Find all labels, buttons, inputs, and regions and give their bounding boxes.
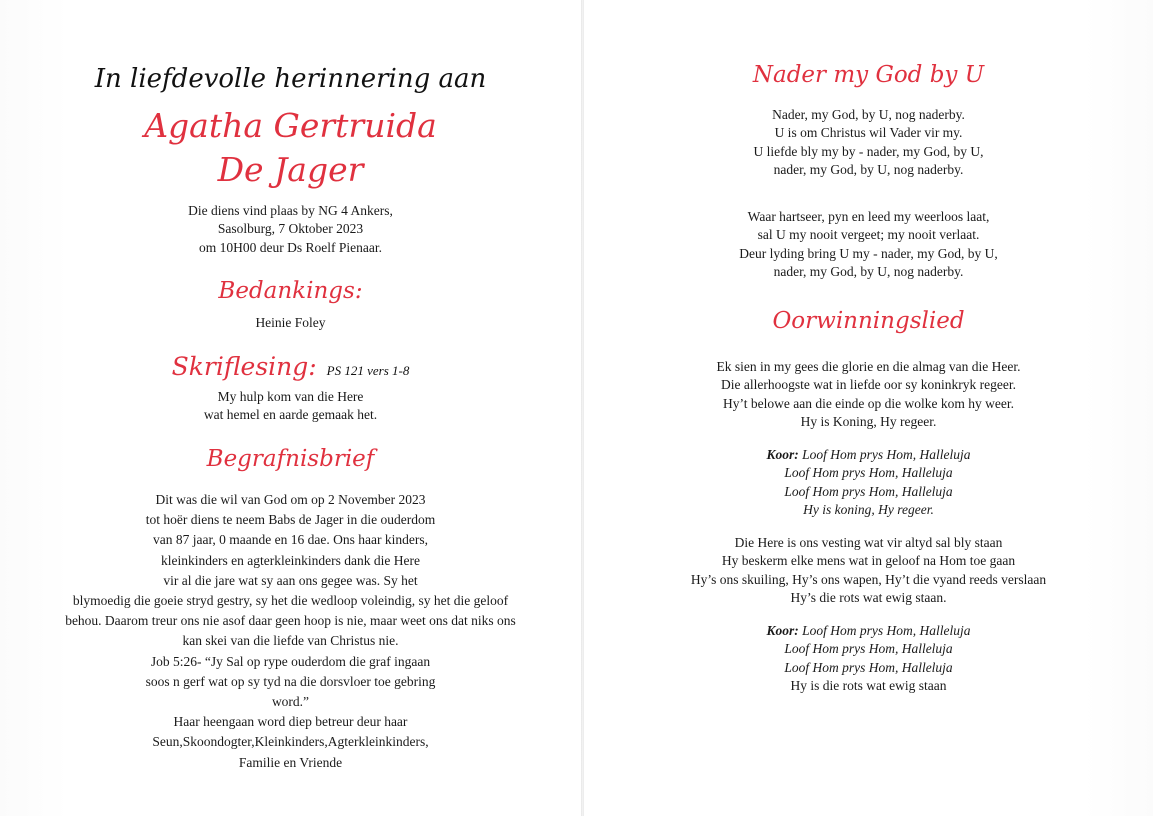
lyric-line: Ek sien in my gees die glorie en die almag van die Heer. <box>716 359 1021 374</box>
thanks-name: Heinie Foley <box>255 315 326 330</box>
chorus-line: Loof Hom prys Hom, Halleluja <box>784 659 953 675</box>
lyric-line: nader, my God, by U, nog naderby. <box>773 162 964 178</box>
hymn2-title: Oorwinningslied <box>772 308 965 334</box>
letter-line: Seun,Skoondogter,Kleinkinders,Agterkleinkinders, <box>152 734 429 750</box>
lyric-line: U is om Christus wil Vader vir my. <box>774 125 963 141</box>
letter-line: tot hoër diens te neem Babs de Jager in die ouderdom <box>145 512 436 528</box>
letter-line: kan skei van die liefde van Christus nie. <box>182 633 399 649</box>
service-line: om 10H00 deur Ds Roelf Pienaar. <box>199 239 382 255</box>
reading-line: My hulp kom van die Here <box>217 389 364 404</box>
lyric-line: Hy’s die rots wat ewig staan. <box>790 590 947 606</box>
reading-heading-row <box>0 352 581 381</box>
letter-line: behou. Daarom treur ons nie asof daar geen hoop is nie, maar weet ons dat niks ons <box>65 613 516 629</box>
reading-heading: Skriflesing: <box>171 352 317 381</box>
hymn1-verse1 <box>584 106 1153 180</box>
letter-line: vir al die jare wat sy aan ons gegee was. Sy het <box>163 572 418 588</box>
reading-text <box>0 388 581 425</box>
intro-heading: In liefdevolle herinnering aan <box>94 64 487 94</box>
letter-heading: Begrafnisbrief <box>206 446 375 472</box>
right-page <box>584 0 1153 816</box>
service-line: Die diens vind plaas by NG 4 Ankers, <box>188 203 393 218</box>
lyric-line: U liefde bly my by - nader, my God, by U, <box>753 143 984 159</box>
chorus-line: Loof Hom prys Hom, Halleluja <box>784 641 953 657</box>
reading-reference: PS 121 vers 1-8 <box>326 363 410 378</box>
letter-line: Dit was die wil van God om op 2 November 2023 <box>155 492 426 507</box>
letter-line: kleinkinders en agterkleinkinders dank die Here <box>160 552 421 568</box>
lyric-line: Hy is Koning, Hy regeer. <box>800 414 937 430</box>
letter-line: Familie en Vriende <box>238 754 343 770</box>
thanks-heading: Bedankings: <box>218 278 363 304</box>
deceased-name-first: Agatha Gertruida <box>144 106 437 145</box>
chorus-line <box>584 446 1153 464</box>
chorus-line: Hy is koning, Hy regeer. <box>803 502 934 518</box>
service-line: Sasolburg, 7 Oktober 2023 <box>217 221 364 237</box>
lyric-line: Hy beskerm elke mens wat in geloof na Hom toe gaan <box>721 553 1016 569</box>
chorus-label: Koor: <box>766 623 799 638</box>
letter-line: Job 5:26- “Jy Sal op rype ouderdom die graf ingaan <box>150 653 431 669</box>
lyric-line: Deur lyding bring U my - nader, my God, by U, <box>739 245 998 261</box>
chorus-line <box>584 622 1153 640</box>
lyric-line: Die allerhoogste wat in liefde oor sy koninkryk regeer. <box>720 377 1017 393</box>
letter-line: word.” <box>271 694 310 710</box>
deceased-name-last: De Jager <box>217 150 364 189</box>
service-details <box>0 202 581 257</box>
chorus-text: Loof Hom prys Hom, Halleluja <box>802 447 971 462</box>
lyric-line: Hy’s ons skuiling, Hy’s ons wapen, Hy’t die vyand reeds verslaan <box>690 571 1047 587</box>
hymn1-verse2 <box>584 208 1153 282</box>
hymn1-title: Nader my God by U <box>752 62 985 88</box>
chorus-1 <box>584 446 1153 520</box>
lyric-line: Hy’t belowe aan die einde op die wolke kom hy weer. <box>722 395 1015 411</box>
chorus-text: Loof Hom prys Hom, Halleluja <box>802 623 971 638</box>
chorus-line: Loof Hom prys Hom, Halleluja <box>784 483 953 499</box>
letter-line: soos n gerf wat op sy tyd na die dorsvloer toe gebring <box>145 673 436 689</box>
chorus-label: Koor: <box>766 447 799 462</box>
reading-line: wat hemel en aarde gemaak het. <box>203 407 378 423</box>
letter-line: blymoedig die goeie stryd gestry, sy het die wedloop voleindig, sy het die geloof <box>72 593 509 609</box>
lyric-line: Die Here is ons vesting wat vir altyd sal bly staan <box>734 535 1003 550</box>
letter-text <box>0 490 581 773</box>
lyric-line: Waar hartseer, pyn en leed my weerloos laat, <box>747 209 990 224</box>
chorus-line: Hy is die rots wat ewig staan <box>790 678 947 694</box>
lyric-line: Nader, my God, by U, nog naderby. <box>772 107 965 122</box>
lyric-line: sal U my nooit vergeet; my nooit verlaat. <box>757 227 980 243</box>
hymn2-verse2 <box>584 534 1153 608</box>
lyric-line: nader, my God, by U, nog naderby. <box>773 264 964 280</box>
hymn2-verse1 <box>584 358 1153 432</box>
chorus-2 <box>584 622 1153 696</box>
chorus-line: Loof Hom prys Hom, Halleluja <box>784 465 953 481</box>
letter-line: Haar heengaan word diep betreur deur haar <box>173 714 408 730</box>
letter-line: van 87 jaar, 0 maande en 16 dae. Ons haar kinders, <box>153 532 428 548</box>
